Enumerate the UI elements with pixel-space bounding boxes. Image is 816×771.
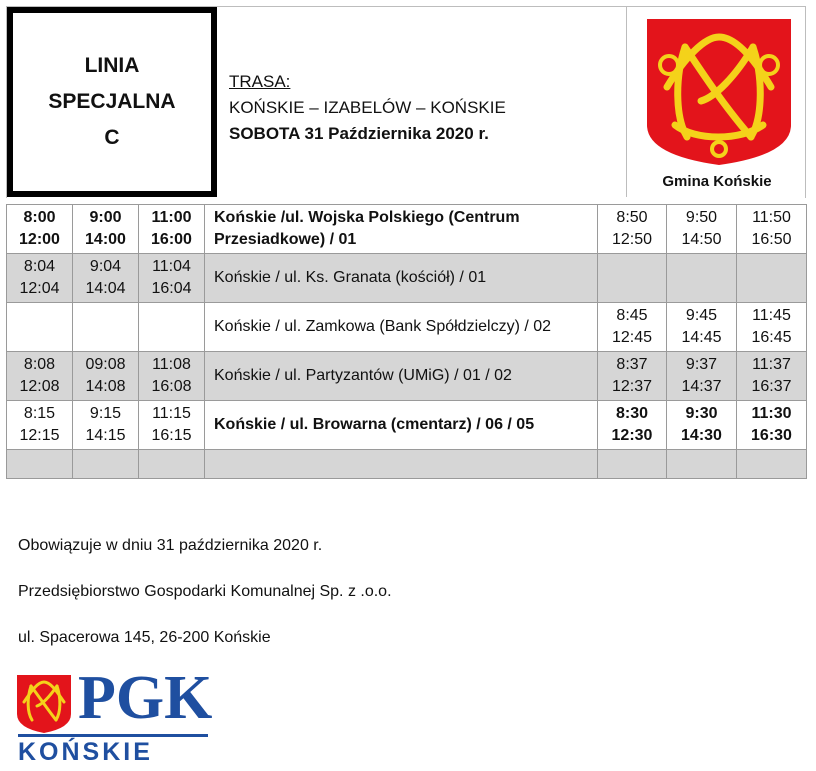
ret-time-cell: 8:30 12:30 <box>598 401 667 450</box>
dep-time-cell: 9:04 14:04 <box>73 254 139 303</box>
route-date: SOBOTA 31 Października 2020 r. <box>229 124 489 143</box>
crest-caption: Gmina Końskie <box>662 173 772 190</box>
ret-time-cell <box>667 254 737 303</box>
konskie-crest-icon <box>645 17 793 167</box>
header-section <box>6 6 806 198</box>
dep-time-cell: 8:15 12:15 <box>7 401 73 450</box>
table-row <box>7 254 807 303</box>
dep-time-cell: 09:08 14:08 <box>73 352 139 401</box>
ret-time-cell: 11:45 16:45 <box>737 303 807 352</box>
ret-time-cell: 11:30 16:30 <box>737 401 807 450</box>
dep-time-cell: 11:04 16:04 <box>139 254 205 303</box>
dep-time-cell: 9:00 14:00 <box>73 205 139 254</box>
stop-name: Końskie /ul. Wojska Polskiego (Centrum Przesiadkowe) / 01 <box>205 205 598 254</box>
logo-konskie-text: KOŃSKIE <box>18 734 208 766</box>
stop-name: Końskie / ul. Partyzantów (UMiG) / 01 / 02 <box>205 352 598 401</box>
validity-text: Obowiązuje w dniu 31 października 2020 r. <box>18 537 323 554</box>
table-row <box>7 303 807 352</box>
route-label: TRASA: <box>229 72 291 91</box>
stop-name: Końskie / ul. Browarna (cmentarz) / 06 / 05 <box>205 401 598 450</box>
table-row <box>7 401 807 450</box>
company-name: Przedsiębiorstwo Gospodarki Komunalnej Sp. z .o.o. <box>18 583 392 600</box>
ret-time-cell: 9:37 14:37 <box>667 352 737 401</box>
line-title-box <box>7 7 217 197</box>
stop-name: Końskie / ul. Zamkowa (Bank Spółdzielczy) / 02 <box>205 303 598 352</box>
dep-time-cell <box>73 303 139 352</box>
stop-name: Końskie / ul. Ks. Granata (kościół) / 01 <box>205 254 598 303</box>
dep-time-cell: 9:15 14:15 <box>73 401 139 450</box>
dep-time-cell: 11:00 16:00 <box>139 205 205 254</box>
dep-time-cell: 8:00 12:00 <box>7 205 73 254</box>
line-title-1: LINIA <box>84 54 140 77</box>
ret-time-cell <box>737 254 807 303</box>
ret-time-cell <box>598 254 667 303</box>
table-row <box>7 205 807 254</box>
dep-time-cell <box>7 303 73 352</box>
dep-time-cell <box>139 303 205 352</box>
ret-time-cell: 9:45 14:45 <box>667 303 737 352</box>
pgk-crest-icon <box>16 674 72 734</box>
crest-cell <box>626 7 806 197</box>
table-row <box>7 352 807 401</box>
ret-time-cell: 8:45 12:45 <box>598 303 667 352</box>
empty-row <box>7 450 807 479</box>
ret-time-cell: 11:37 16:37 <box>737 352 807 401</box>
ret-time-cell: 8:37 12:37 <box>598 352 667 401</box>
dep-time-cell: 11:08 16:08 <box>139 352 205 401</box>
route-text: KOŃSKIE – IZABELÓW – KOŃSKIE <box>229 98 506 117</box>
dep-time-cell: 8:08 12:08 <box>7 352 73 401</box>
line-title-2: SPECJALNA <box>48 90 176 113</box>
ret-time-cell: 9:30 14:30 <box>667 401 737 450</box>
company-address: ul. Spacerowa 145, 26-200 Końskie <box>18 629 271 646</box>
ret-time-cell: 9:50 14:50 <box>667 205 737 254</box>
ret-time-cell: 8:50 12:50 <box>598 205 667 254</box>
route-info <box>229 69 506 147</box>
pgk-logo <box>16 664 216 766</box>
line-title-3: C <box>104 126 120 149</box>
ret-time-cell: 11:50 16:50 <box>737 205 807 254</box>
schedule-table <box>6 204 807 479</box>
dep-time-cell: 11:15 16:15 <box>139 401 205 450</box>
dep-time-cell: 8:04 12:04 <box>7 254 73 303</box>
logo-pgk-text: PGK <box>78 664 213 732</box>
